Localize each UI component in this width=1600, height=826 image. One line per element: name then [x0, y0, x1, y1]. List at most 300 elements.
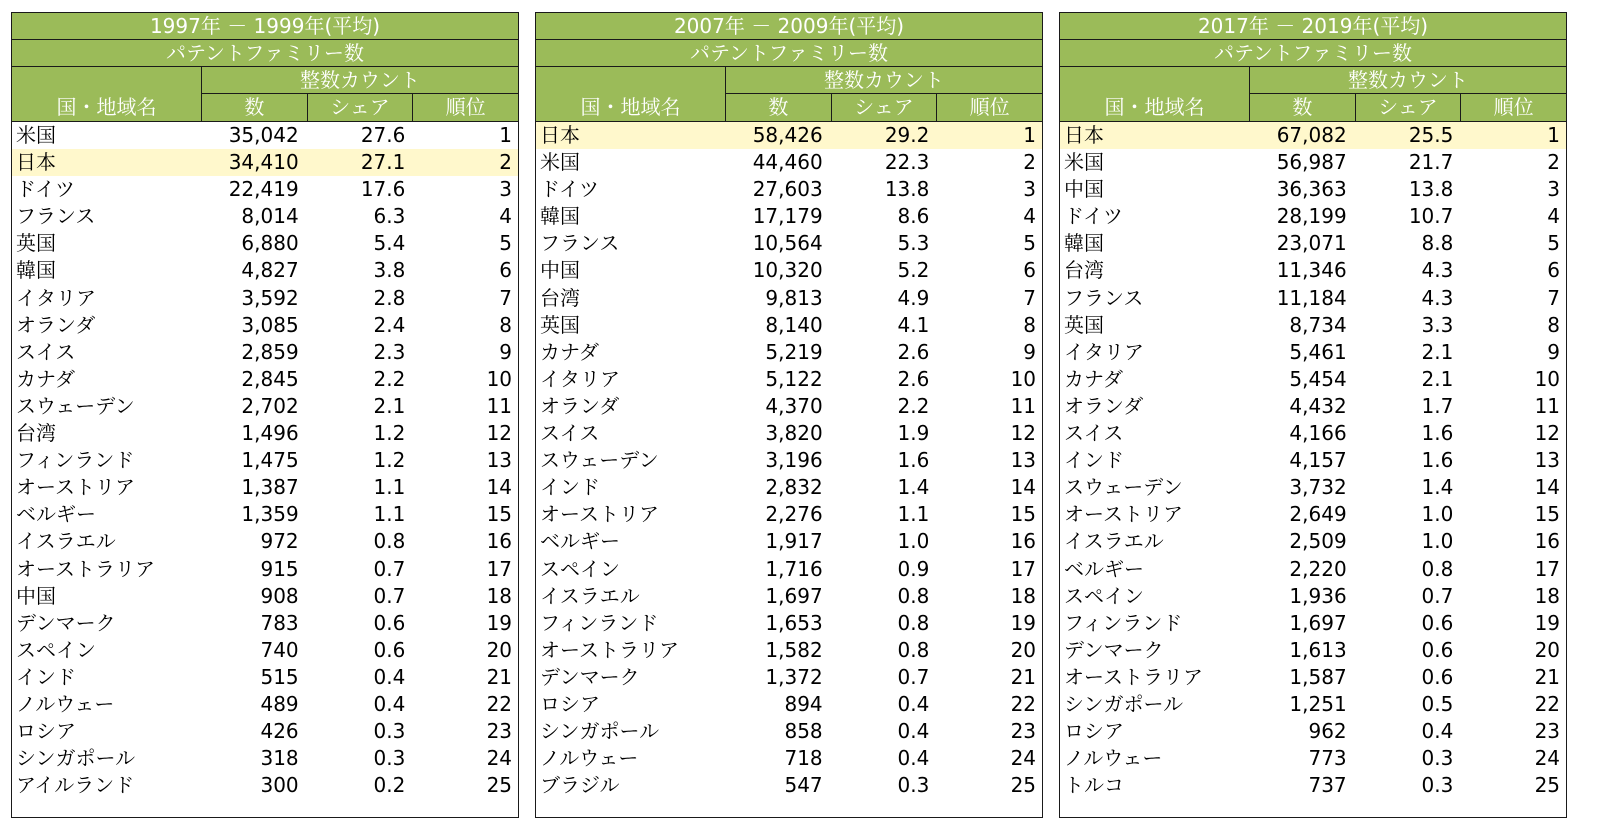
rank-cell: 14: [486, 475, 513, 500]
rank-cell: 6: [1023, 258, 1037, 283]
count-cell: 547: [784, 773, 823, 798]
share-cell: 1.6: [1421, 421, 1454, 446]
share-cell: 0.6: [1421, 610, 1454, 635]
table-body: [1060, 122, 1566, 799]
table-row: [536, 203, 1042, 230]
share-cell: 29.2: [884, 123, 930, 147]
share-cell: 21.7: [1408, 150, 1454, 175]
rank-cell: 10: [1534, 366, 1561, 391]
count-cell: 5,461: [1289, 339, 1347, 364]
table-row: [536, 664, 1042, 691]
rank-cell: 20: [1010, 637, 1037, 662]
table-row: [536, 474, 1042, 501]
rank-cell: 9: [1547, 339, 1561, 364]
table-row: [1060, 447, 1566, 474]
country-name-cell: ノルウェー: [16, 691, 115, 716]
country-name-cell: 中国: [540, 258, 580, 283]
rank-cell: 12: [1534, 421, 1561, 446]
country-name-cell: オランダ: [1064, 393, 1144, 418]
rank-cell: 23: [1010, 719, 1037, 744]
table-panel-2007-2009: [535, 12, 1043, 818]
share-cell: 27.6: [360, 123, 406, 147]
rank-cell: 10: [1010, 366, 1037, 391]
count-cell: 2,832: [765, 475, 823, 500]
table-row: [536, 366, 1042, 393]
share-cell: 22.3: [884, 150, 930, 175]
country-name-cell: カナダ: [16, 366, 75, 391]
share-cell: 0.8: [897, 610, 930, 635]
share-cell: 1.1: [897, 502, 930, 527]
count-cell: 783: [260, 610, 299, 635]
count-cell: 36,363: [1276, 177, 1347, 202]
table-panel-1997-1999: [11, 12, 519, 818]
table-row: [1060, 583, 1566, 610]
count-cell: 908: [260, 583, 299, 608]
rank-cell: 14: [1010, 475, 1037, 500]
table-row: [12, 149, 518, 176]
table-row: [536, 393, 1042, 420]
rank-cell: 3: [1023, 177, 1037, 202]
country-name-cell: フランス: [16, 204, 96, 229]
rank-cell: 24: [1534, 746, 1561, 771]
share-cell: 0.3: [373, 719, 406, 744]
rank-cell: 8: [1547, 312, 1561, 337]
count-cell: 4,827: [241, 258, 299, 283]
column-header-share: シェア: [832, 94, 938, 121]
country-name-cell: ドイツ: [1064, 204, 1123, 229]
share-cell: 0.3: [1421, 746, 1454, 771]
rank-cell: 23: [1534, 719, 1561, 744]
count-cell: 5,122: [765, 366, 823, 391]
share-cell: 2.1: [1421, 366, 1454, 391]
count-cell: 1,697: [1289, 610, 1347, 635]
country-name-cell: オランダ: [540, 393, 620, 418]
table-row: [536, 556, 1042, 583]
share-cell: 0.4: [373, 664, 406, 689]
country-name-cell: イタリア: [16, 285, 96, 310]
table-row: [536, 176, 1042, 203]
country-name-cell: ベルギー: [1064, 556, 1144, 581]
country-name-cell: インド: [540, 475, 600, 500]
country-name-cell: 日本: [16, 150, 56, 175]
table-row: [12, 528, 518, 555]
column-header-group: [202, 67, 518, 121]
table-row: [12, 610, 518, 637]
rank-cell: 25: [486, 773, 513, 798]
share-cell: 0.6: [1421, 637, 1454, 662]
share-cell: 27.1: [360, 150, 406, 175]
count-cell: 10,320: [752, 258, 823, 283]
panel-subtitle: パテントファミリー数: [536, 40, 1042, 67]
table-row: [12, 393, 518, 420]
share-cell: 3.8: [373, 258, 406, 283]
count-cell: 4,432: [1289, 393, 1347, 418]
country-name-cell: オーストラリア: [540, 637, 679, 662]
rank-cell: 15: [1534, 502, 1561, 527]
rank-cell: 5: [1547, 231, 1561, 256]
rank-cell: 15: [1010, 502, 1037, 527]
table-row: [12, 339, 518, 366]
rank-cell: 21: [486, 664, 513, 689]
country-name-cell: 台湾: [1064, 258, 1104, 283]
count-cell: 4,166: [1289, 421, 1347, 446]
count-cell: 3,592: [241, 285, 299, 310]
country-name-cell: イスラエル: [1064, 529, 1164, 554]
panel-title: 1997年 － 1999年(平均): [12, 13, 518, 40]
table-row: [1060, 501, 1566, 528]
count-cell: 740: [260, 637, 299, 662]
share-cell: 13.8: [884, 177, 930, 202]
table-row: [1060, 285, 1566, 312]
country-name-cell: ベルギー: [16, 502, 96, 527]
country-name-cell: イスラエル: [16, 529, 116, 554]
table-row: [12, 257, 518, 284]
country-name-cell: スペイン: [540, 556, 620, 581]
country-name-cell: 英国: [540, 312, 580, 337]
count-cell: 9,813: [765, 285, 823, 310]
count-cell: 2,859: [241, 339, 299, 364]
table-row: [1060, 610, 1566, 637]
table-row: [12, 718, 518, 745]
column-header-count: 数: [726, 94, 832, 121]
table-row: [1060, 664, 1566, 691]
count-cell: 2,649: [1289, 502, 1347, 527]
rank-cell: 13: [1534, 448, 1561, 473]
table-row: [536, 745, 1042, 772]
share-cell: 2.2: [897, 393, 930, 418]
table-row: [536, 122, 1042, 149]
country-name-cell: ブラジル: [540, 773, 620, 798]
count-cell: 3,196: [765, 448, 823, 473]
count-cell: 6,880: [241, 231, 299, 256]
rank-cell: 24: [1010, 746, 1037, 771]
country-name-cell: ノルウェー: [1064, 746, 1163, 771]
country-name-cell: 米国: [540, 150, 580, 175]
count-cell: 2,509: [1289, 529, 1347, 554]
share-cell: 0.7: [897, 664, 930, 689]
column-header-rank: 順位: [445, 95, 486, 119]
table-row: [1060, 637, 1566, 664]
share-cell: 1.7: [1421, 393, 1454, 418]
share-cell: 1.2: [373, 421, 406, 446]
country-name-cell: フィンランド: [1064, 610, 1183, 635]
column-header: [1060, 67, 1566, 122]
country-name-cell: シンガポール: [1064, 691, 1184, 716]
count-cell: 17,179: [752, 204, 823, 229]
panel-title: 2017年 － 2019年(平均): [1060, 13, 1566, 40]
share-cell: 4.3: [1421, 258, 1454, 283]
share-cell: 1.6: [897, 448, 930, 473]
rank-cell: 17: [486, 556, 513, 581]
count-cell: 27,603: [752, 177, 823, 202]
share-cell: 4.1: [897, 312, 930, 337]
count-cell: 1,613: [1289, 637, 1347, 662]
share-cell: 1.1: [373, 475, 406, 500]
table-row: [1060, 474, 1566, 501]
share-cell: 0.3: [1421, 773, 1454, 798]
table-row: [1060, 312, 1566, 339]
share-cell: 10.7: [1408, 204, 1454, 229]
column-header-rank: 順位: [969, 95, 1010, 119]
table-row: [12, 501, 518, 528]
share-cell: 0.7: [1421, 583, 1454, 608]
count-cell: 34,410: [228, 150, 299, 175]
count-cell: 894: [784, 691, 823, 716]
table-row: [12, 637, 518, 664]
table-row: [536, 420, 1042, 447]
table-row: [536, 637, 1042, 664]
table-row: [12, 691, 518, 718]
share-cell: 8.8: [1421, 231, 1454, 256]
count-cell: 1,917: [765, 529, 823, 554]
share-cell: 2.6: [897, 339, 930, 364]
column-group-label: 整数カウント: [202, 67, 518, 94]
column-header-country: [12, 67, 202, 121]
share-cell: 25.5: [1408, 123, 1454, 147]
country-name-cell: スペイン: [16, 637, 96, 662]
rank-cell: 7: [1023, 285, 1037, 310]
count-cell: 4,370: [765, 393, 823, 418]
table-panel-2017-2019: [1059, 12, 1567, 818]
count-cell: 3,820: [765, 421, 823, 446]
rank-cell: 19: [486, 610, 513, 635]
table-row: [12, 420, 518, 447]
count-cell: 1,359: [241, 502, 299, 527]
rank-cell: 18: [1010, 583, 1037, 608]
table-row: [536, 691, 1042, 718]
country-name-cell: 米国: [16, 123, 56, 147]
table-row: [536, 718, 1042, 745]
country-name-cell: デンマーク: [1064, 637, 1164, 662]
count-cell: 737: [1308, 773, 1347, 798]
rank-cell: 15: [486, 502, 513, 527]
rank-cell: 4: [1023, 204, 1037, 229]
count-cell: 56,987: [1276, 150, 1347, 175]
rank-cell: 13: [1010, 448, 1037, 473]
count-cell: 773: [1308, 746, 1347, 771]
country-name-cell: オーストリア: [1064, 502, 1183, 527]
table-row: [1060, 339, 1566, 366]
share-cell: 0.8: [1421, 556, 1454, 581]
country-name-cell: デンマーク: [16, 610, 116, 635]
share-cell: 1.9: [897, 421, 930, 446]
count-cell: 1,251: [1289, 691, 1347, 716]
table-row: [12, 285, 518, 312]
country-name-cell: 英国: [1064, 312, 1104, 337]
rank-cell: 11: [486, 393, 513, 418]
table-row: [1060, 556, 1566, 583]
rank-cell: 11: [1534, 393, 1561, 418]
country-name-cell: 英国: [16, 231, 56, 256]
share-cell: 4.9: [897, 285, 930, 310]
country-name-cell: シンガポール: [540, 719, 660, 744]
country-name-cell: 中国: [16, 583, 56, 608]
rank-cell: 6: [499, 258, 513, 283]
table-row: [1060, 393, 1566, 420]
count-cell: 300: [260, 773, 299, 798]
share-cell: 1.1: [373, 502, 406, 527]
share-cell: 17.6: [360, 177, 406, 202]
share-cell: 1.0: [1421, 502, 1454, 527]
table-row: [536, 501, 1042, 528]
table-row: [12, 474, 518, 501]
count-cell: 1,653: [765, 610, 823, 635]
country-name-cell: オランダ: [16, 312, 96, 337]
share-cell: 6.3: [373, 204, 406, 229]
share-cell: 5.3: [897, 231, 930, 256]
country-name-cell: ロシア: [1064, 719, 1124, 744]
country-name-cell: 米国: [1064, 150, 1104, 175]
country-name-cell: スペイン: [1064, 583, 1144, 608]
country-name-cell: イタリア: [1064, 339, 1144, 364]
share-cell: 0.8: [897, 583, 930, 608]
count-cell: 1,582: [765, 637, 823, 662]
rank-cell: 3: [1547, 177, 1561, 202]
table-row: [12, 583, 518, 610]
share-cell: 1.6: [1421, 448, 1454, 473]
column-header-share: シェア: [308, 94, 414, 121]
table-row: [1060, 122, 1566, 149]
rank-cell: 8: [1023, 312, 1037, 337]
count-cell: 718: [784, 746, 823, 771]
count-cell: 962: [1308, 719, 1347, 744]
table-row: [12, 203, 518, 230]
share-cell: 2.1: [373, 393, 406, 418]
share-cell: 0.2: [373, 773, 406, 798]
table-row: [536, 285, 1042, 312]
table-row: [1060, 203, 1566, 230]
count-cell: 11,184: [1276, 285, 1347, 310]
share-cell: 8.6: [897, 204, 930, 229]
panel-subtitle: パテントファミリー数: [12, 40, 518, 67]
table-row: [12, 176, 518, 203]
rank-cell: 1: [1547, 123, 1561, 147]
table-row: [12, 772, 518, 799]
rank-cell: 7: [499, 285, 513, 310]
rank-cell: 22: [1010, 691, 1037, 716]
count-cell: 8,734: [1289, 312, 1347, 337]
rank-cell: 12: [1010, 421, 1037, 446]
country-name-cell: トルコ: [1064, 773, 1124, 798]
table-row: [536, 257, 1042, 284]
table-row: [1060, 176, 1566, 203]
country-name-cell: ロシア: [540, 691, 600, 716]
rank-cell: 10: [486, 366, 513, 391]
rank-cell: 21: [1534, 664, 1561, 689]
rank-cell: 16: [1010, 529, 1037, 554]
table-row: [536, 447, 1042, 474]
share-cell: 2.1: [1421, 339, 1454, 364]
column-header-share: シェア: [1356, 94, 1462, 121]
share-cell: 3.3: [1421, 312, 1454, 337]
rank-cell: 20: [1534, 637, 1561, 662]
column-header-country-label: 国・地域名: [56, 95, 157, 119]
count-cell: 2,276: [765, 502, 823, 527]
column-header-country: [536, 67, 726, 121]
count-cell: 1,716: [765, 556, 823, 581]
country-name-cell: カナダ: [1064, 366, 1123, 391]
share-cell: 0.6: [373, 637, 406, 662]
country-name-cell: オーストラリア: [16, 556, 155, 581]
count-cell: 2,220: [1289, 556, 1347, 581]
table-row: [12, 122, 518, 149]
share-cell: 2.8: [373, 285, 406, 310]
count-cell: 8,140: [765, 312, 823, 337]
count-cell: 915: [260, 556, 299, 581]
table-row: [12, 745, 518, 772]
country-name-cell: スウェーデン: [540, 448, 659, 473]
count-cell: 28,199: [1276, 204, 1347, 229]
country-name-cell: スイス: [1064, 421, 1124, 446]
column-header: [536, 67, 1042, 122]
rank-cell: 1: [499, 123, 513, 147]
column-group-label: 整数カウント: [1250, 67, 1566, 94]
country-name-cell: ノルウェー: [540, 746, 639, 771]
column-header-count: 数: [1250, 94, 1356, 121]
rank-cell: 6: [1547, 258, 1561, 283]
rank-cell: 1: [1023, 123, 1037, 147]
table-row: [1060, 230, 1566, 257]
rank-cell: 13: [486, 448, 513, 473]
rank-cell: 25: [1010, 773, 1037, 798]
count-cell: 1,936: [1289, 583, 1347, 608]
country-name-cell: ベルギー: [540, 529, 620, 554]
share-cell: 0.6: [373, 610, 406, 635]
country-name-cell: フィンランド: [16, 448, 135, 473]
country-name-cell: 台湾: [16, 421, 56, 446]
country-name-cell: イタリア: [540, 366, 620, 391]
share-cell: 1.0: [897, 529, 930, 554]
country-name-cell: オーストリア: [16, 475, 135, 500]
rank-cell: 16: [486, 529, 513, 554]
rank-cell: 24: [486, 746, 513, 771]
share-cell: 0.7: [373, 583, 406, 608]
count-cell: 1,387: [241, 475, 299, 500]
count-cell: 5,454: [1289, 366, 1347, 391]
country-name-cell: スイス: [540, 421, 600, 446]
table-row: [12, 230, 518, 257]
table-row: [536, 583, 1042, 610]
share-cell: 1.0: [1421, 529, 1454, 554]
table-row: [536, 312, 1042, 339]
table-row: [1060, 691, 1566, 718]
table-body: [536, 122, 1042, 799]
table-row: [536, 610, 1042, 637]
rank-cell: 5: [1023, 231, 1037, 256]
rank-cell: 22: [1534, 691, 1561, 716]
count-cell: 35,042: [228, 123, 299, 147]
table-row: [12, 366, 518, 393]
table-row: [536, 772, 1042, 799]
column-group-label: 整数カウント: [726, 67, 1042, 94]
share-cell: 0.5: [1421, 691, 1454, 716]
count-cell: 1,372: [765, 664, 823, 689]
country-name-cell: インド: [1064, 448, 1124, 473]
share-cell: 2.3: [373, 339, 406, 364]
country-name-cell: インド: [16, 664, 76, 689]
rank-cell: 2: [1547, 150, 1561, 175]
share-cell: 0.8: [373, 529, 406, 554]
table-row: [536, 528, 1042, 555]
rank-cell: 22: [486, 691, 513, 716]
panel-subtitle: パテントファミリー数: [1060, 40, 1566, 67]
rank-cell: 18: [1534, 583, 1561, 608]
country-name-cell: 韓国: [540, 204, 580, 229]
rank-cell: 9: [1023, 339, 1037, 364]
table-row: [1060, 257, 1566, 284]
country-name-cell: デンマーク: [540, 664, 640, 689]
table-row: [1060, 366, 1566, 393]
